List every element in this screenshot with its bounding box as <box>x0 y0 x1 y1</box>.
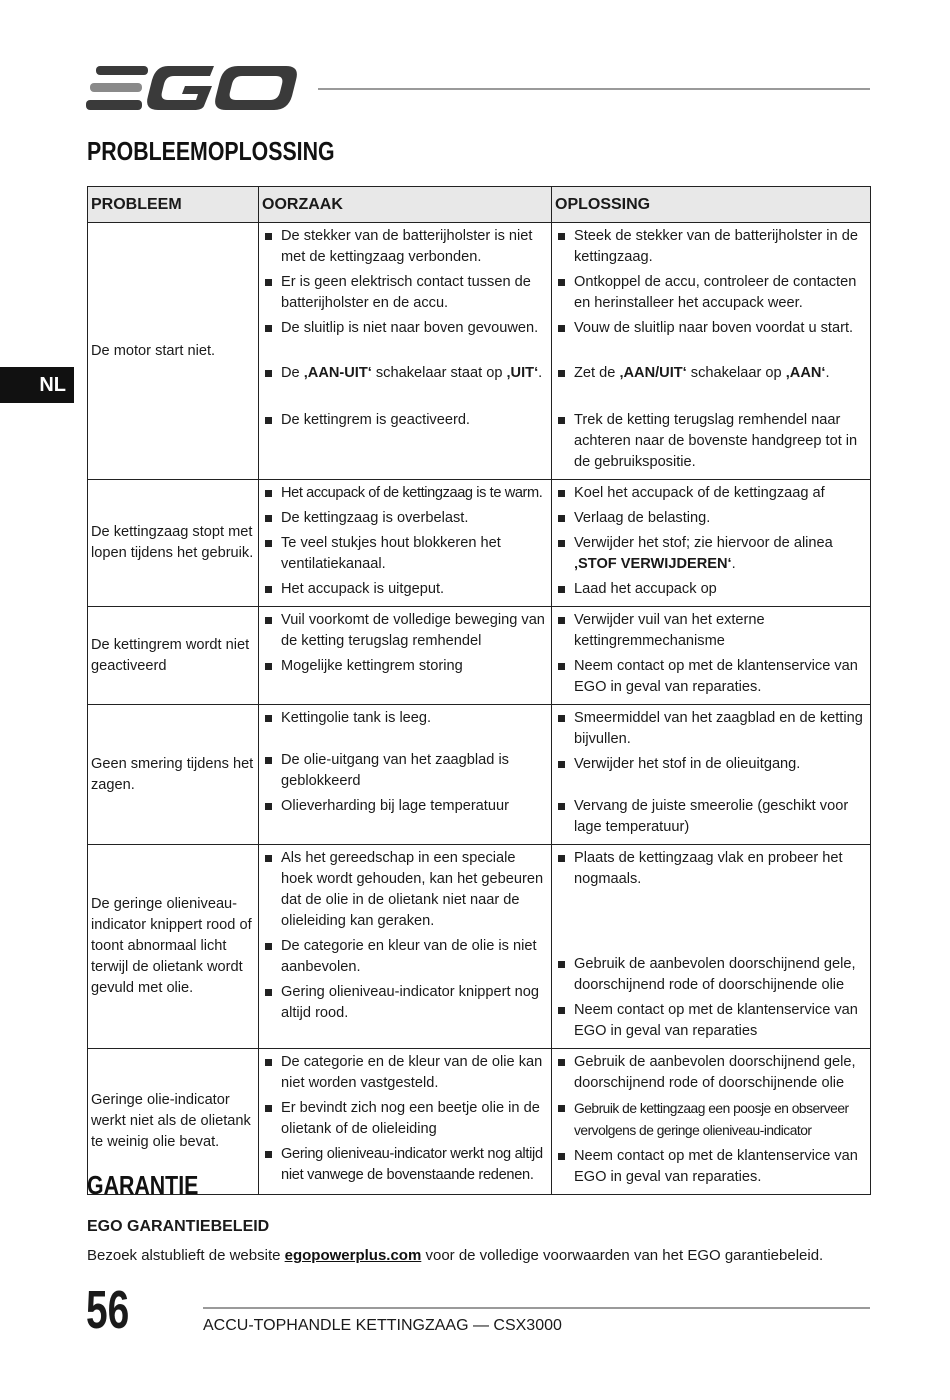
solution-item: Neem contact op met de klantenservice van EGO in geval van reparaties. <box>556 656 868 698</box>
solution-item: Ontkoppel de accu, controleer de contacten en herinstalleer het accupack weer. <box>556 272 868 314</box>
solution-cell <box>552 607 871 705</box>
column-header-cause: OORZAAK <box>259 187 552 223</box>
bullet-icon <box>265 515 272 522</box>
cause-item: De stekker van de batterijholster is niet met de kettingzaag verbonden. <box>263 226 549 268</box>
bullet-icon <box>558 540 565 547</box>
cause-item: De olie-uitgang van het zaagblad is geblokkeerd <box>263 750 549 792</box>
solution-cell <box>552 480 871 607</box>
problem-cell: Geringe olie-indicator werkt niet als de olietank te weinig olie bevat. <box>88 1049 259 1195</box>
solution-item: Verwijder vuil van het externe kettingremmechanisme <box>556 610 868 652</box>
bullet-icon <box>265 586 272 593</box>
cause-cell <box>259 480 552 607</box>
bullet-icon <box>558 1105 565 1112</box>
cause-item: Te veel stukjes hout blokkeren het ventilatiekanaal. <box>263 533 549 575</box>
cause-item: De kettingrem is geactiveerd. <box>263 410 549 431</box>
bullet-icon <box>265 989 272 996</box>
bullet-icon <box>265 233 272 240</box>
cause-item: Olieverharding bij lage temperatuur <box>263 796 549 817</box>
solution-item: Neem contact op met de klantenservice van EGO in geval van reparaties <box>556 1000 868 1042</box>
bullet-icon <box>265 803 272 810</box>
troubleshooting-table <box>87 186 871 1195</box>
bullet-icon <box>558 586 565 593</box>
warranty-website-link[interactable]: egopowerplus.com <box>284 1247 422 1264</box>
bullet-icon <box>558 663 565 670</box>
bullet-icon <box>265 1105 272 1112</box>
warranty-text-before: Bezoek alstublieft de website <box>87 1247 285 1264</box>
solution-item: Trek de ketting terugslag remhendel naar achteren naar de bovenste handgreep tot in de gebruikspositie. <box>556 410 868 473</box>
bullet-icon <box>265 757 272 764</box>
solution-cell <box>552 1049 871 1195</box>
warranty-title: GARANTIE <box>87 1170 199 1200</box>
solution-item: Verwijder het stof; zie hiervoor de alinea ‚STOF VERWIJDEREN‘. <box>556 533 868 575</box>
bullet-icon <box>265 490 272 497</box>
bullet-icon <box>558 617 565 624</box>
problem-cell: De kettingrem wordt niet geactiveerd <box>88 607 259 705</box>
table-row <box>88 705 871 845</box>
solution-item: Smeermiddel van het zaagblad en de ketting bijvullen. <box>556 708 868 750</box>
warranty-subtitle: EGO GARANTIEBELEID <box>87 1218 270 1235</box>
footer-text: ACCU-TOPHANDLE KETTINGZAAG — CSX3000 <box>203 1317 562 1334</box>
footer-rule <box>203 1307 870 1309</box>
cause-cell <box>259 607 552 705</box>
solution-cell <box>552 845 871 1049</box>
bullet-icon <box>265 855 272 862</box>
solution-item: Steek de stekker van de batterijholster in de kettingzaag. <box>556 226 868 268</box>
bullet-icon <box>265 663 272 670</box>
solution-item: Plaats de kettingzaag vlak en probeer het nogmaals. <box>556 848 868 890</box>
column-header-problem: PROBLEEM <box>88 187 259 223</box>
table-row <box>88 845 871 1049</box>
bullet-icon <box>558 961 565 968</box>
column-header-solution: OPLOSSING <box>552 187 871 223</box>
bullet-icon <box>558 761 565 768</box>
cause-item: Het accupack is uitgeput. <box>263 579 549 600</box>
bullet-icon <box>265 617 272 624</box>
cause-cell <box>259 705 552 845</box>
problem-cell: De motor start niet. <box>88 223 259 480</box>
cause-item: Als het gereedschap in een speciale hoek wordt gehouden, kan het gebeuren dat de olie in de olietank niet naar de olieleiding kan geraken. <box>263 848 549 932</box>
problem-cell: De kettingzaag stopt met lopen tijdens het gebruik. <box>88 480 259 607</box>
cause-cell <box>259 1049 552 1195</box>
cause-item: De categorie en de kleur van de olie kan niet worden vastgesteld. <box>263 1052 549 1094</box>
solution-item: Gebruik de aanbevolen doorschijnend gele, doorschijnend rode of doorschijnende olie <box>556 954 868 996</box>
cause-item: Vuil voorkomt de volledige beweging van de ketting terugslag remhendel <box>263 610 549 652</box>
bullet-icon <box>558 417 565 424</box>
cause-item: Gering olieniveau-indicator knippert nog altijd rood. <box>263 982 549 1024</box>
bullet-icon <box>558 515 565 522</box>
cause-cell <box>259 223 552 480</box>
bullet-icon <box>265 325 272 332</box>
bullet-icon <box>558 1059 565 1066</box>
bullet-icon <box>558 715 565 722</box>
solution-item: Vouw de sluitlip naar boven voordat u start. <box>556 318 868 339</box>
cause-item: De kettingzaag is overbelast. <box>263 508 549 529</box>
warranty-text <box>87 1247 823 1264</box>
cause-item: Mogelijke kettingrem storing <box>263 656 549 677</box>
table-header-row <box>88 187 871 223</box>
cause-item: Het accupack of de kettingzaag is te warm. <box>263 483 549 504</box>
solution-item: Verwijder het stof in de olieuitgang. <box>556 754 868 775</box>
bullet-icon <box>265 279 272 286</box>
bullet-icon <box>558 855 565 862</box>
bullet-icon <box>265 1151 272 1158</box>
bullet-icon <box>558 370 565 377</box>
header-rule <box>318 88 870 90</box>
bullet-icon <box>265 715 272 722</box>
solution-item: Zet de ‚AAN/UIT‘ schakelaar op ‚AAN‘. <box>556 363 868 384</box>
cause-item: De categorie en kleur van de olie is niet aanbevolen. <box>263 936 549 978</box>
bullet-icon <box>558 325 565 332</box>
bullet-icon <box>558 1153 565 1160</box>
bullet-icon <box>265 417 272 424</box>
cause-cell <box>259 845 552 1049</box>
cause-item: Gering olieniveau-indicator werkt nog altijd niet vanwege de bovenstaande redenen. <box>263 1144 549 1186</box>
bullet-icon <box>558 1007 565 1014</box>
solution-item: Verlaag de belasting. <box>556 508 868 529</box>
table-row <box>88 223 871 480</box>
bullet-icon <box>558 279 565 286</box>
cause-item: Kettingolie tank is leeg. <box>263 708 549 729</box>
solution-item: Gebruik de aanbevolen doorschijnend gele, doorschijnend rode of doorschijnende olie <box>556 1052 868 1094</box>
cause-item: Er is geen elektrisch contact tussen de batterijholster en de accu. <box>263 272 549 314</box>
problem-cell: Geen smering tijdens het zagen. <box>88 705 259 845</box>
ego-logo <box>86 62 300 114</box>
language-tab: NL <box>0 367 74 403</box>
cause-item: De ‚AAN-UIT‘ schakelaar staat op ‚UIT‘. <box>263 363 549 384</box>
bullet-icon <box>558 803 565 810</box>
bullet-icon <box>558 490 565 497</box>
table-row <box>88 607 871 705</box>
table-row <box>88 1049 871 1195</box>
solution-item: Gebruik de kettingzaag een poosje en observeer vervolgens de geringe olieniveau-indicator <box>556 1098 868 1142</box>
bullet-icon <box>265 943 272 950</box>
cause-item: Er bevindt zich nog een beetje olie in de olietank of de olieleiding <box>263 1098 549 1140</box>
cause-item: De sluitlip is niet naar boven gevouwen. <box>263 318 549 339</box>
bullet-icon <box>265 1059 272 1066</box>
solution-item: Vervang de juiste smeerolie (geschikt voor lage temperatuur) <box>556 796 868 838</box>
warranty-text-after: voor de volledige voorwaarden van het EGO garantiebeleid. <box>421 1247 824 1264</box>
bullet-icon <box>558 233 565 240</box>
solution-cell <box>552 223 871 480</box>
troubleshooting-title: PROBLEEMOPLOSSING <box>87 136 335 166</box>
problem-cell: De geringe olieniveau-indicator knippert rood of toont abnormaal licht terwijl de olietank wordt gevuld met olie. <box>88 845 259 1049</box>
table-row <box>88 480 871 607</box>
bullet-icon <box>265 370 272 377</box>
bullet-icon <box>265 540 272 547</box>
solution-item: Laad het accupack op <box>556 579 868 600</box>
solution-item: Koel het accupack of de kettingzaag af <box>556 483 868 504</box>
solution-item: Neem contact op met de klantenservice van EGO in geval van reparaties. <box>556 1146 868 1188</box>
solution-cell <box>552 705 871 845</box>
page-number: 56 <box>86 1280 130 1340</box>
